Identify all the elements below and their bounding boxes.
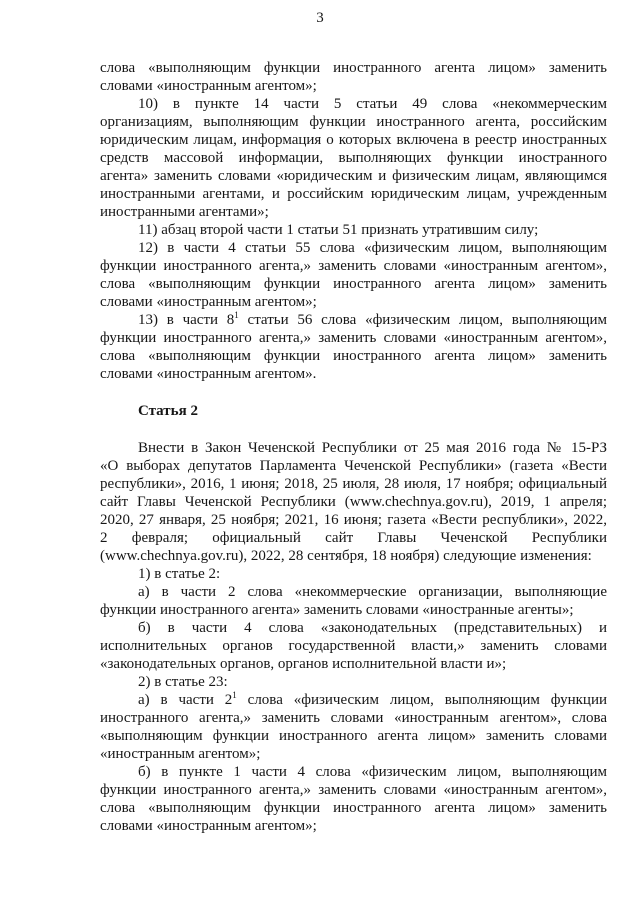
text-line: 2) в статье 23: [138, 674, 228, 690]
text-line: средств массовой информации, выполняющих функции иностранного [100, 150, 607, 166]
text-line: слова «выполняющим функции иностранного агента лицом» заменить [100, 60, 607, 76]
text-line: юридическим лицам, информация о которых включена в реестр иностранных [100, 132, 607, 148]
text-line: 2020, 27 января, 25 ноября; 2021, 16 июня; газета «Вести республики», 2022, [100, 512, 607, 528]
text-line: организациям, выполняющим функции иностранного агента, российским [100, 114, 607, 130]
text-line: «выполняющим функции иностранного агента лицом» заменить словами [100, 728, 607, 744]
text-line: 12) в части 4 статьи 55 слова «физическим лицом, выполняющим [138, 240, 607, 256]
text-line: «законодательных органов, органов исполнительной власти и»; [100, 656, 507, 672]
text-line: функции иностранного агента,» заменить словами «иностранным агентом», [100, 330, 607, 346]
text-line: Внести в Закон Чеченской Республики от 25 мая 2016 года № 15-РЗ [138, 440, 607, 456]
text-line: иностранными агентами»; [100, 204, 269, 220]
text-line: 11) абзац второй части 1 статьи 51 признать утратившим силу; [138, 222, 539, 238]
text-line: слова «выполняющим функции иностранного агента лицом» заменить [100, 276, 607, 292]
text-line: (www.chechnya.gov.ru), 2022, 28 сентября, 18 ноября) следующие изменения: [100, 548, 592, 564]
text-line: республики», 2016, 1 июня; 2018, 25 июля, 28 июля, 17 ноября; официальный [100, 476, 607, 492]
superscript: 1 [232, 690, 237, 700]
text-line: словами «иностранным агентом». [100, 366, 317, 382]
text-line: 2 февраля; официальный сайт Главы Чеченской Республики [100, 530, 607, 546]
text-line: словами «иностранным агентом»; [100, 818, 317, 834]
text-fragment: слова «физическим лицом, выполняющим функции [236, 692, 607, 708]
text-line: 1) в статье 2: [138, 566, 221, 582]
text-line: «иностранным агентом»; [100, 746, 261, 762]
text-line: б) в части 4 слова «законодательных (представительных) и [138, 620, 607, 636]
text-line: сайт Главы Чеченской Республики (www.chechnya.gov.ru), 2019, 1 апреля; [100, 494, 607, 510]
text-line: слова «выполняющим функции иностранного агента лицом» заменить [100, 348, 607, 364]
text-fragment: 13) в части 8 [138, 312, 235, 328]
text-line [138, 312, 607, 329]
text-fragment: а) в части 2 [138, 692, 233, 708]
text-line: функции иностранного агента» заменить словами «иностранные агенты»; [100, 602, 574, 618]
text-line: слова «выполняющим функции иностранного агента лицом» заменить [100, 800, 607, 816]
text-line: «О выборах депутатов Парламента Чеченской Республики» (газета «Вести [100, 458, 607, 474]
page-number: 3 [316, 10, 324, 26]
text-line [138, 692, 607, 709]
text-line: иностранными агентами, и российским юридическим лицам, учрежденным [100, 186, 607, 202]
text-line: словами «иностранным агентом»; [100, 78, 317, 94]
text-line: 10) в пункте 14 части 5 статьи 49 слова «некоммерческим [138, 96, 607, 112]
text-fragment: статьи 56 слова «физическим лицом, выполняющим [238, 312, 607, 328]
text-line: иностранного агента,» заменить словами «иностранным агентом», слова [100, 710, 607, 726]
text-line: а) в части 2 слова «некоммерческие организации, выполняющие [138, 584, 607, 600]
superscript: 1 [234, 310, 239, 320]
text-line: агента» заменить словами «юридическим и физическим лицам, являющимся [100, 168, 607, 184]
text-line: исполнительных органов государственной власти,» заменить словами [100, 638, 607, 654]
text-line: функции иностранного агента,» заменить словами «иностранным агентом», [100, 258, 607, 274]
text-line: б) в пункте 1 части 4 слова «физическим лицом, выполняющим [138, 764, 607, 780]
text-line: функции иностранного агента,» заменить словами «иностранным агентом», [100, 782, 607, 798]
article-heading: Статья 2 [138, 403, 198, 419]
text-line: словами «иностранным агентом»; [100, 294, 317, 310]
